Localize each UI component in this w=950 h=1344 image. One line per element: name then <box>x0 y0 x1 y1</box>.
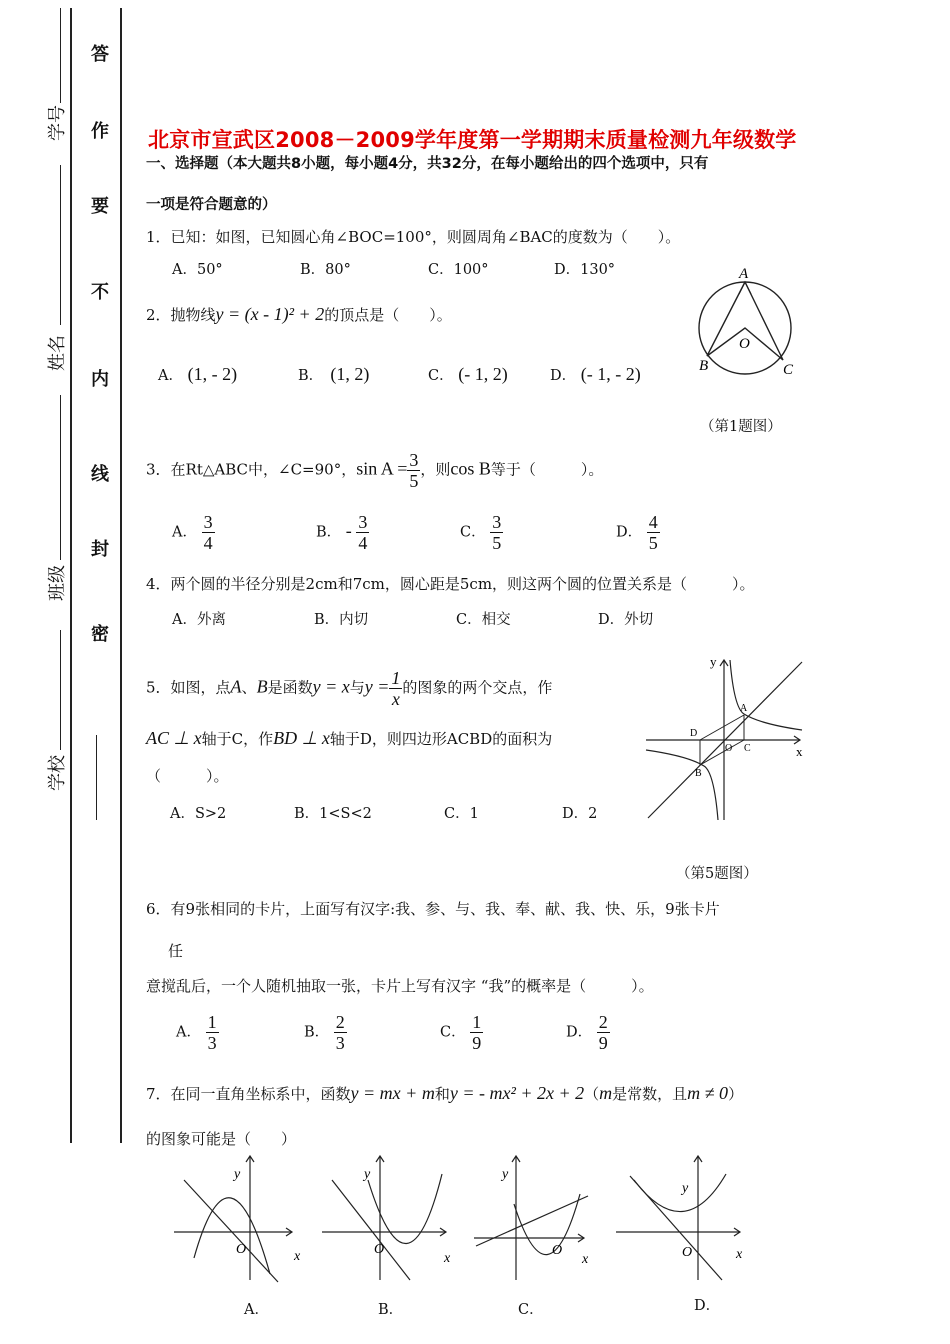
question-5-figure-caption: （第5题图） <box>676 866 758 882</box>
svg-text:O: O <box>682 1245 693 1260</box>
question-1-option-b: B．80° <box>300 262 351 278</box>
question-7-graph-d <box>612 1150 752 1290</box>
seal-char: 要 <box>91 196 109 217</box>
question-5-option-c: C．1 <box>444 806 479 822</box>
figure-label-o: O <box>739 336 750 352</box>
seal-char: 答 <box>91 44 109 65</box>
class-blank <box>60 395 61 560</box>
svg-text:O: O <box>725 743 733 754</box>
question-6-line3: 意搅乱后，一个人随机抽取一张，卡片上写有汉字 “我”的概率是（ ）。 <box>146 977 654 995</box>
svg-text:y: y <box>234 1167 241 1182</box>
question-2-option-c: C． (- 1, 2) <box>428 364 508 384</box>
question-7-line2: 的图象可能是（ ） <box>146 1130 297 1148</box>
question-5-line2: AC ⊥ x轴于C，作BD ⊥ x轴于D，则四边形ACBD的面积为 <box>146 728 553 748</box>
binding-line-inner <box>120 8 122 1143</box>
svg-text:x: x <box>294 1249 301 1264</box>
school-label: 学校 <box>47 755 68 791</box>
question-1-figure-caption: （第1题图） <box>700 419 782 435</box>
question-7-option-d: D． <box>694 1298 721 1314</box>
question-7-line1: 7．在同一直角坐标系中，函数y = mx + m和y = - mx² + 2x + 2（m是常数，且m ≠ 0） <box>146 1083 744 1103</box>
svg-text:y: y <box>502 1167 509 1182</box>
question-2-stem <box>146 304 452 325</box>
question-4-option-d: D．外切 <box>598 612 654 628</box>
name-blank <box>60 165 61 325</box>
question-2-option-d: D． (- 1, - 2) <box>550 364 641 384</box>
question-3-stem: 3．在Rt△ABC中，∠C=90°，sin A = $\frac{3}{5}$ ，则cos B等于（ ）。 <box>146 450 604 491</box>
svg-text:D: D <box>690 728 698 739</box>
svg-text:A: A <box>740 703 748 714</box>
seal-char: 作 <box>91 121 109 142</box>
question-3-option-c: C． $\frac{3}{5}$ <box>460 512 502 553</box>
question-6-option-b: B． $\frac{2}{3}$ <box>304 1012 345 1053</box>
school-blank <box>60 630 61 750</box>
exam-title: 北京市宣武区2008－2009学年度第一学期期末质量检测九年级数学 <box>148 128 797 152</box>
question-2-prefix: 2．抛物线 <box>146 306 216 324</box>
question-7-option-a: A． <box>244 1302 269 1318</box>
seal-char: 线 <box>91 464 109 485</box>
svg-text:x: x <box>444 1251 451 1266</box>
question-7-graph-a <box>170 1150 310 1290</box>
question-2-formula: y = (x - 1)² + 2 <box>215 304 325 324</box>
question-1-figure <box>695 262 805 380</box>
figure-label-c: C <box>783 362 794 378</box>
svg-text:y: y <box>364 1167 371 1182</box>
svg-text:y: y <box>710 654 717 669</box>
student-id-blank <box>60 8 61 103</box>
section-heading: 一、选择题（本大题共8小题，每小题4分，共32分，在每小题给出的四个选项中，只有 <box>146 156 709 172</box>
svg-text:y: y <box>682 1181 689 1196</box>
question-3-cos: cos B <box>450 458 491 479</box>
seal-char: 不 <box>91 282 109 303</box>
question-7-graph-b <box>318 1150 458 1290</box>
question-4-option-b: B．内切 <box>314 612 369 628</box>
question-2-option-b: B． (1, 2) <box>298 364 370 384</box>
question-6-option-a: A． $\frac{1}{3}$ <box>176 1012 217 1053</box>
figure-label-a: A <box>739 266 749 282</box>
question-5-option-a: A．S>2 <box>170 806 227 822</box>
figure-label-b: B <box>699 358 709 374</box>
question-1-option-d: D．130° <box>554 262 616 278</box>
question-1-option-a: A．50° <box>172 262 223 278</box>
question-4-option-a: A．外离 <box>172 612 226 628</box>
question-3-sin: sin A = <box>356 458 408 479</box>
question-7-graph-c <box>470 1150 610 1290</box>
question-3-option-d: D． $\frac{4}{5}$ <box>616 512 658 553</box>
seal-char: 封 <box>91 539 109 560</box>
question-6-line1: 6．有9张相同的卡片，上面写有汉字:我、参、与、我、奉、献、我、快、乐，9张卡片 <box>146 900 720 918</box>
question-1-stem: 1．已知：如图，已知圆心角∠BOC=100°，则圆周角∠BAC的度数为（ ）。 <box>146 228 681 246</box>
school-blank-2 <box>96 735 97 820</box>
question-6-option-c: C． $\frac{1}{9}$ <box>440 1012 482 1053</box>
seal-char: 密 <box>91 624 109 645</box>
svg-text:x: x <box>582 1252 589 1267</box>
section-heading-cont: 一项是符合题意的） <box>146 197 277 213</box>
question-6-option-d: D． $\frac{2}{9}$ <box>566 1012 608 1053</box>
svg-text:O: O <box>236 1242 247 1257</box>
svg-text:C: C <box>744 743 751 754</box>
class-label: 班级 <box>47 565 68 601</box>
svg-text:x: x <box>796 744 803 759</box>
question-5-figure <box>640 648 810 823</box>
name-label: 姓名 <box>47 335 68 371</box>
question-5-option-d: D．2 <box>562 806 598 822</box>
question-7-option-b: B． <box>378 1302 404 1318</box>
svg-text:O: O <box>552 1243 563 1258</box>
question-3-option-a: A． $\frac{3}{4}$ <box>172 512 213 553</box>
question-6-line2: 任 <box>168 942 184 960</box>
question-4-stem: 4．两个圆的半径分别是2cm和7cm，圆心距是5cm，则这两个圆的位置关系是（ ）。 <box>146 575 755 593</box>
question-5-line1: 5．如图，点A、B是函数y = x与y = $\frac{1}{x}$ 的图象的两个交点，作 <box>146 668 553 709</box>
question-7-option-c: C． <box>518 1302 544 1318</box>
seal-char: 内 <box>91 369 109 390</box>
question-4-option-c: C．相交 <box>456 612 511 628</box>
question-5-line3: （ ）。 <box>146 767 229 785</box>
svg-text:O: O <box>374 1242 385 1257</box>
question-3-option-b: B． - $\frac{3}{4}$ <box>316 512 368 553</box>
student-id-label: 学号 <box>47 105 68 141</box>
question-2-option-a: A． (1, - 2) <box>158 364 238 384</box>
question-5-option-b: B．1<S<2 <box>294 806 372 822</box>
binding-line-outer <box>70 8 72 1143</box>
svg-text:B: B <box>695 768 702 779</box>
question-1-option-c: C．100° <box>428 262 489 278</box>
svg-text:x: x <box>736 1247 743 1262</box>
question-2-suffix: 的顶点是（ ）。 <box>324 306 452 324</box>
